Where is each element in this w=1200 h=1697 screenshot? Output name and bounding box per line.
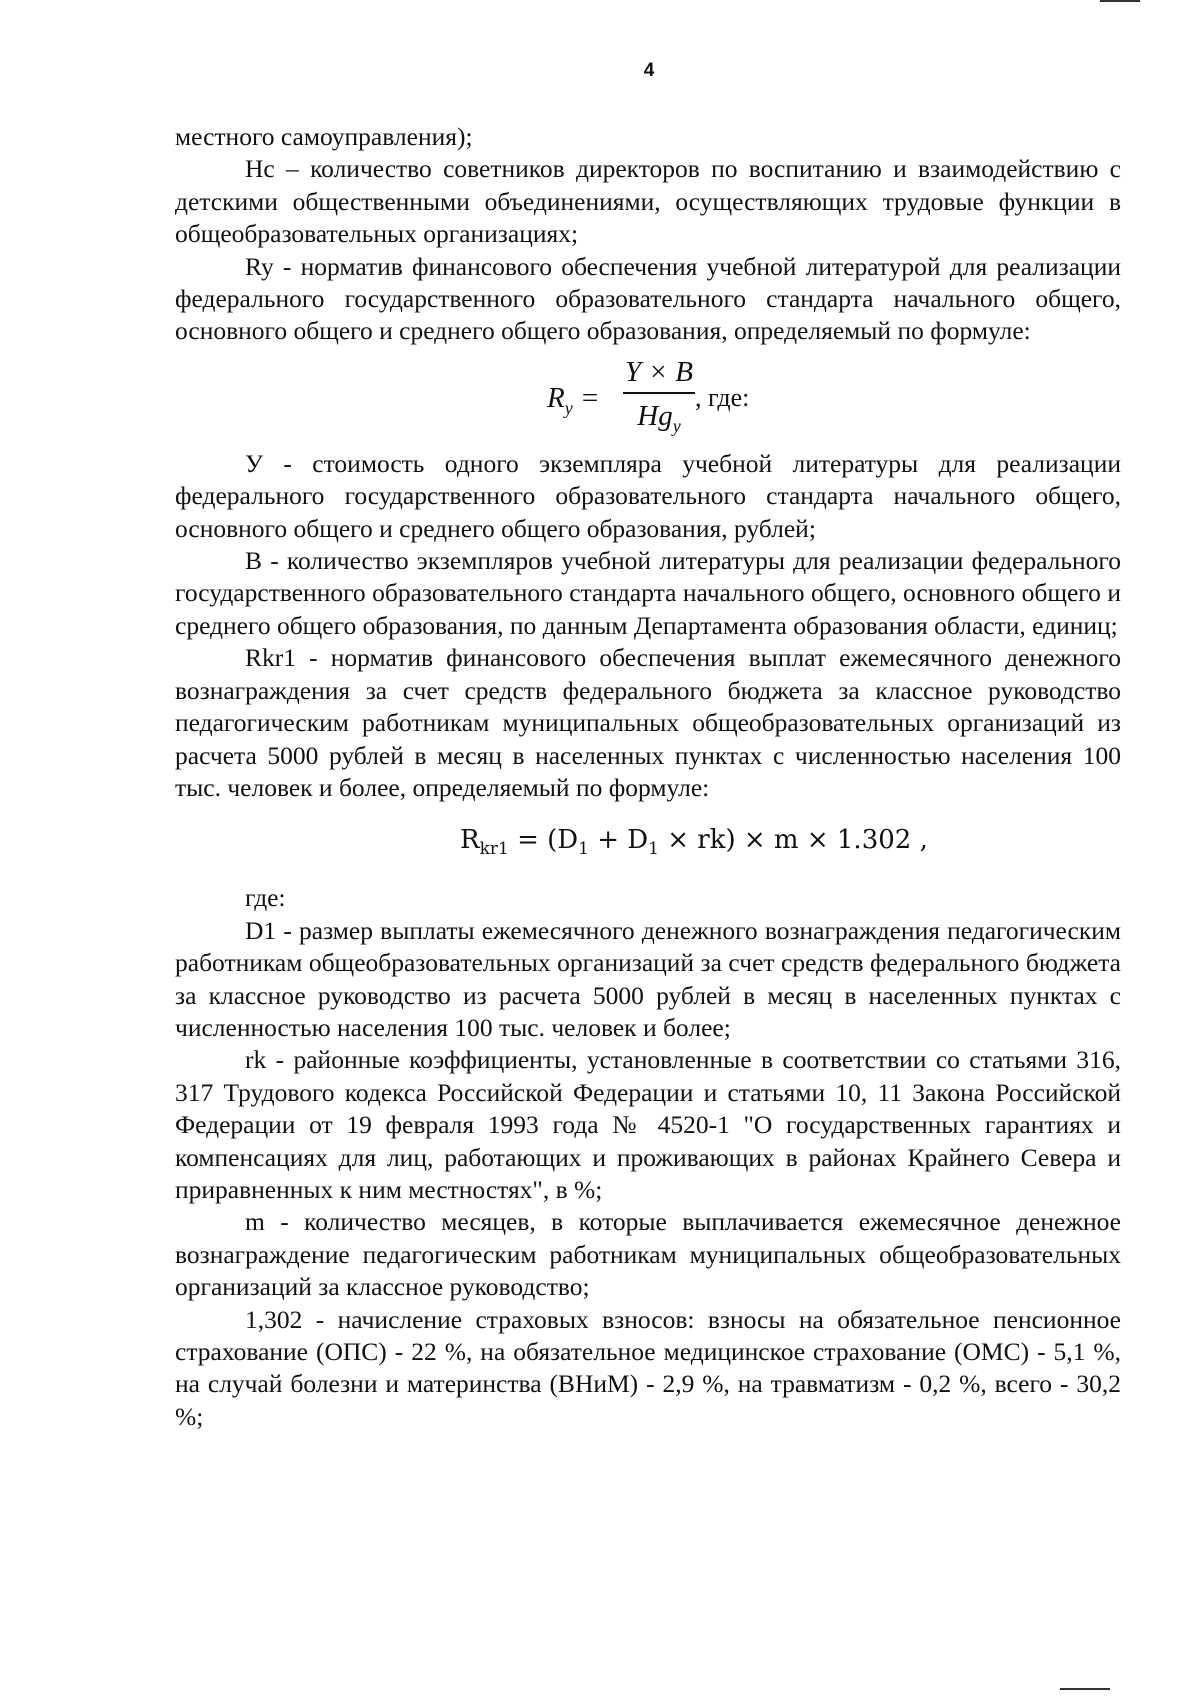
formula-ry-fraction bbox=[621, 352, 697, 434]
paragraph: Нс – количество советников директоров по воспитанию и взаимодействию с детскими общественными объединениями, осуществляющих трудовые функции в общеобразовательных организациях; bbox=[175, 154, 1121, 249]
paragraph-group-a bbox=[175, 121, 1121, 348]
formula-ry-tail: , где: bbox=[695, 382, 750, 412]
paragraph: местного самоуправления); bbox=[175, 122, 473, 151]
paragraph: Ry - норматив финансового обеспечения учебной литературой для реализации федерального государственного образовательного стандарта начального общего, основного общего и среднего общего образования, определяемый по формуле: bbox=[175, 251, 1121, 346]
formula-rkr1-expression: $R_{kr1} = (D_1 + D_1 \times rk) \times m \times 1.302$ , bbox=[460, 825, 928, 860]
paragraph: m - количество месяцев, в которые выплачивается ежемесячное денежное вознаграждение педагогическим работникам муниципальных общеобразовательных организаций за классное руководство; bbox=[175, 1207, 1121, 1302]
paragraph: В - количество экземпляров учебной литературы для реализации федерального государственного образовательного стандарта начального общего, основного общего и среднего общего образования, по данным Департамента образования области, единиц; bbox=[175, 546, 1121, 640]
paragraph: 1,302 - начисление страховых взносов: взносы на обязательное пенсионное страхование (ОПС) - 22 %, на обязательное медицинское страхование (ОМС) - 5,1 %, на случай болезни и материнства (ВНиМ) - 2,9 %, на травматизм - 0,2 %, всего - 30,2 %; bbox=[175, 1304, 1121, 1431]
formula-ry bbox=[175, 348, 1121, 448]
formula-ry-lhs: $R_y$ = bbox=[547, 381, 600, 418]
formula-rkr1 bbox=[175, 804, 1121, 882]
paragraph-group-c bbox=[175, 882, 1121, 1433]
paragraph: Rkr1 - норматив финансового обеспечения выплат ежемесячного денежного вознаграждения за счет средств федерального бюджета за классное руководство педагогическим работникам муниципальных общеобразовательных организаций из расчета 5000 рублей в месяц в населенных пунктах с численностью населения 100 тыс. человек и более, определяемый по формуле: bbox=[175, 643, 1121, 802]
formula-ry-denominator: $Hg_y$ bbox=[637, 399, 681, 436]
paragraph-group-b bbox=[175, 448, 1121, 804]
paragraph: rk - районные коэффициенты, установленные в соответствии со статьями 316, 317 Трудового кодекса Российской Федерации и статьями 10, 11 Закона Российской Федерации от 19 февраля 1993 года № 4520-1 "О государственных гарантиях и компенсациях для лиц, работающих и проживающих в районах Крайнего Севера и приравненных к ним местностях", в %; bbox=[175, 1045, 1121, 1204]
document-body bbox=[175, 121, 1121, 1433]
scan-mark-bottom bbox=[1060, 1688, 1110, 1690]
scan-mark-top bbox=[1100, 0, 1140, 2]
paragraph: D1 - размер выплаты ежемесячного денежного вознаграждения педагогическим работникам общеобразовательных организаций за счет средств федерального бюджета за классное руководство из расчета 5000 рублей в месяц в населенных пунктах с численностью населения 100 тыс. человек и более; bbox=[175, 915, 1121, 1042]
formula-ry-numerator: Y × B bbox=[625, 355, 693, 388]
paragraph: У - стоимость одного экземпляра учебной литературы для реализации федерального государственного образовательного стандарта начального общего, основного общего и среднего общего образования, рублей; bbox=[175, 448, 1121, 543]
page-number: 4 bbox=[643, 60, 655, 81]
paragraph: где: bbox=[245, 883, 286, 913]
